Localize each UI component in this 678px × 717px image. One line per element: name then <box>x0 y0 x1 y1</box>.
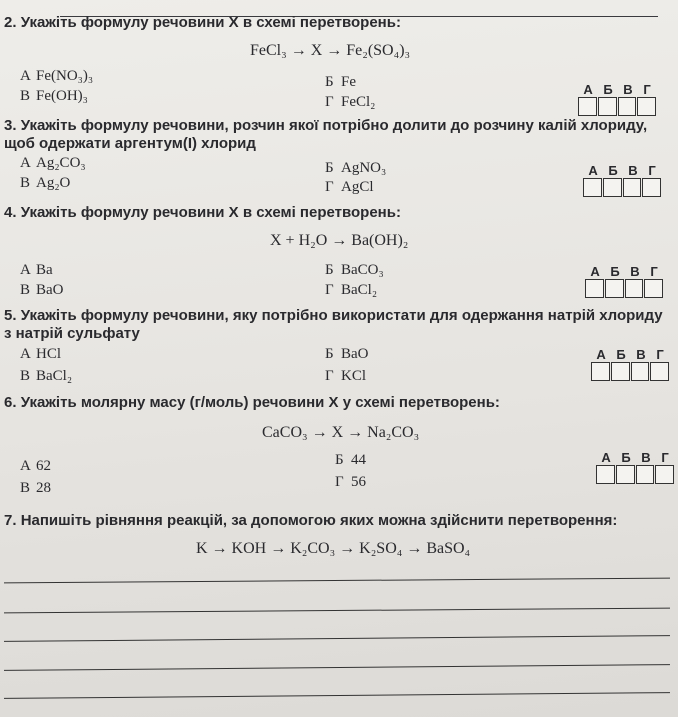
answer-box-a[interactable] <box>578 97 597 116</box>
answer-line-4[interactable] <box>4 664 670 671</box>
option-4-v[interactable]: В BaO <box>20 282 64 298</box>
answer-box-g[interactable] <box>650 362 669 381</box>
answer-line-3[interactable] <box>4 635 670 642</box>
answer-box-v[interactable] <box>636 465 655 484</box>
answer-box-v[interactable] <box>625 279 644 298</box>
answer-grid-3: А Б В Г <box>583 163 661 197</box>
answer-box-g[interactable] <box>655 465 674 484</box>
option-5-g[interactable]: Г KCl <box>325 368 367 384</box>
answer-box-g[interactable] <box>642 178 661 197</box>
answer-box-b[interactable] <box>616 465 635 484</box>
option-6-b[interactable]: Б 44 <box>335 452 366 468</box>
answer-box-v[interactable] <box>623 178 642 197</box>
answer-box-a[interactable] <box>591 362 610 381</box>
question-5-title: 5. Укажіть формулу речовини, яку потрібно використати для одержання натрій хлориду з натрій сульфату <box>4 307 663 342</box>
question-2-title: 2. Укажіть формулу речовини X в схемі перетворень: <box>4 14 401 31</box>
answer-grid-2: А Б В Г <box>578 82 656 116</box>
option-2-g[interactable]: Г FeCl₂ <box>325 94 376 110</box>
question-4-title: 4. Укажіть формулу речовини X в схемі перетворень: <box>4 204 401 221</box>
answer-box-v[interactable] <box>618 97 637 116</box>
option-2-a[interactable]: А Fe(NO₃)₃ <box>20 68 94 84</box>
answer-line-1[interactable] <box>4 578 670 584</box>
question-4-scheme: X + H₂O → Ba(OH)₂ <box>270 232 409 249</box>
option-5-a[interactable]: А HCl <box>20 346 62 362</box>
answer-box-g[interactable] <box>644 279 663 298</box>
answer-box-b[interactable] <box>603 178 622 197</box>
option-2-v[interactable]: В Fe(OH)₃ <box>20 88 88 104</box>
option-2-b[interactable]: Б Fe <box>325 74 356 90</box>
option-6-g[interactable]: Г 56 <box>335 474 366 490</box>
answer-grid-4: А Б В Г <box>585 264 663 298</box>
answer-grid-5: А Б В Г <box>591 347 669 381</box>
answer-box-a[interactable] <box>596 465 615 484</box>
answer-box-a[interactable] <box>585 279 604 298</box>
answer-box-v[interactable] <box>631 362 650 381</box>
option-6-v[interactable]: В 28 <box>20 480 51 496</box>
option-4-g[interactable]: Г BaCl₂ <box>325 282 378 298</box>
answer-line-5[interactable] <box>4 692 670 699</box>
option-4-b[interactable]: Б BaCO₃ <box>325 262 384 278</box>
question-2-scheme: FeCl₃ → X → Fe₂(SO₄)₃ <box>250 42 411 59</box>
question-3-title: 3. Укажіть формулу речовини, розчин якої потрібно долити до розчину калій хлориду, щоб одержати аргентум(I) хлорид <box>4 117 648 152</box>
answer-box-b[interactable] <box>598 97 617 116</box>
option-6-a[interactable]: А 62 <box>20 458 51 474</box>
answer-box-b[interactable] <box>611 362 630 381</box>
option-5-v[interactable]: В BaCl₂ <box>20 368 73 384</box>
option-3-v[interactable]: В Ag₂O <box>20 175 71 191</box>
option-3-g[interactable]: Г AgCl <box>325 179 374 195</box>
option-3-b[interactable]: Б AgNO₃ <box>325 160 387 176</box>
answer-line-2[interactable] <box>4 608 670 614</box>
question-7-title: 7. Напишіть рівняння реакцій, за допомогою яких можна здійснити перетворення: <box>4 512 618 529</box>
option-4-a[interactable]: А Ba <box>20 262 53 278</box>
option-3-a[interactable]: А Ag₂CO₃ <box>20 155 86 171</box>
answer-box-a[interactable] <box>583 178 602 197</box>
answer-grid-6: А Б В Г <box>596 450 674 484</box>
question-6-scheme: CaCO₃ → X → Na₂CO₃ <box>262 424 420 441</box>
answer-box-g[interactable] <box>637 97 656 116</box>
question-6-title: 6. Укажіть молярну масу (г/моль) речовини X у схемі перетворень: <box>4 394 500 411</box>
answer-box-b[interactable] <box>605 279 624 298</box>
question-7-scheme: K → KOH → K₂CO₃ → K₂SO₄ → BaSO₄ <box>196 540 471 557</box>
option-5-b[interactable]: Б BaO <box>325 346 369 362</box>
